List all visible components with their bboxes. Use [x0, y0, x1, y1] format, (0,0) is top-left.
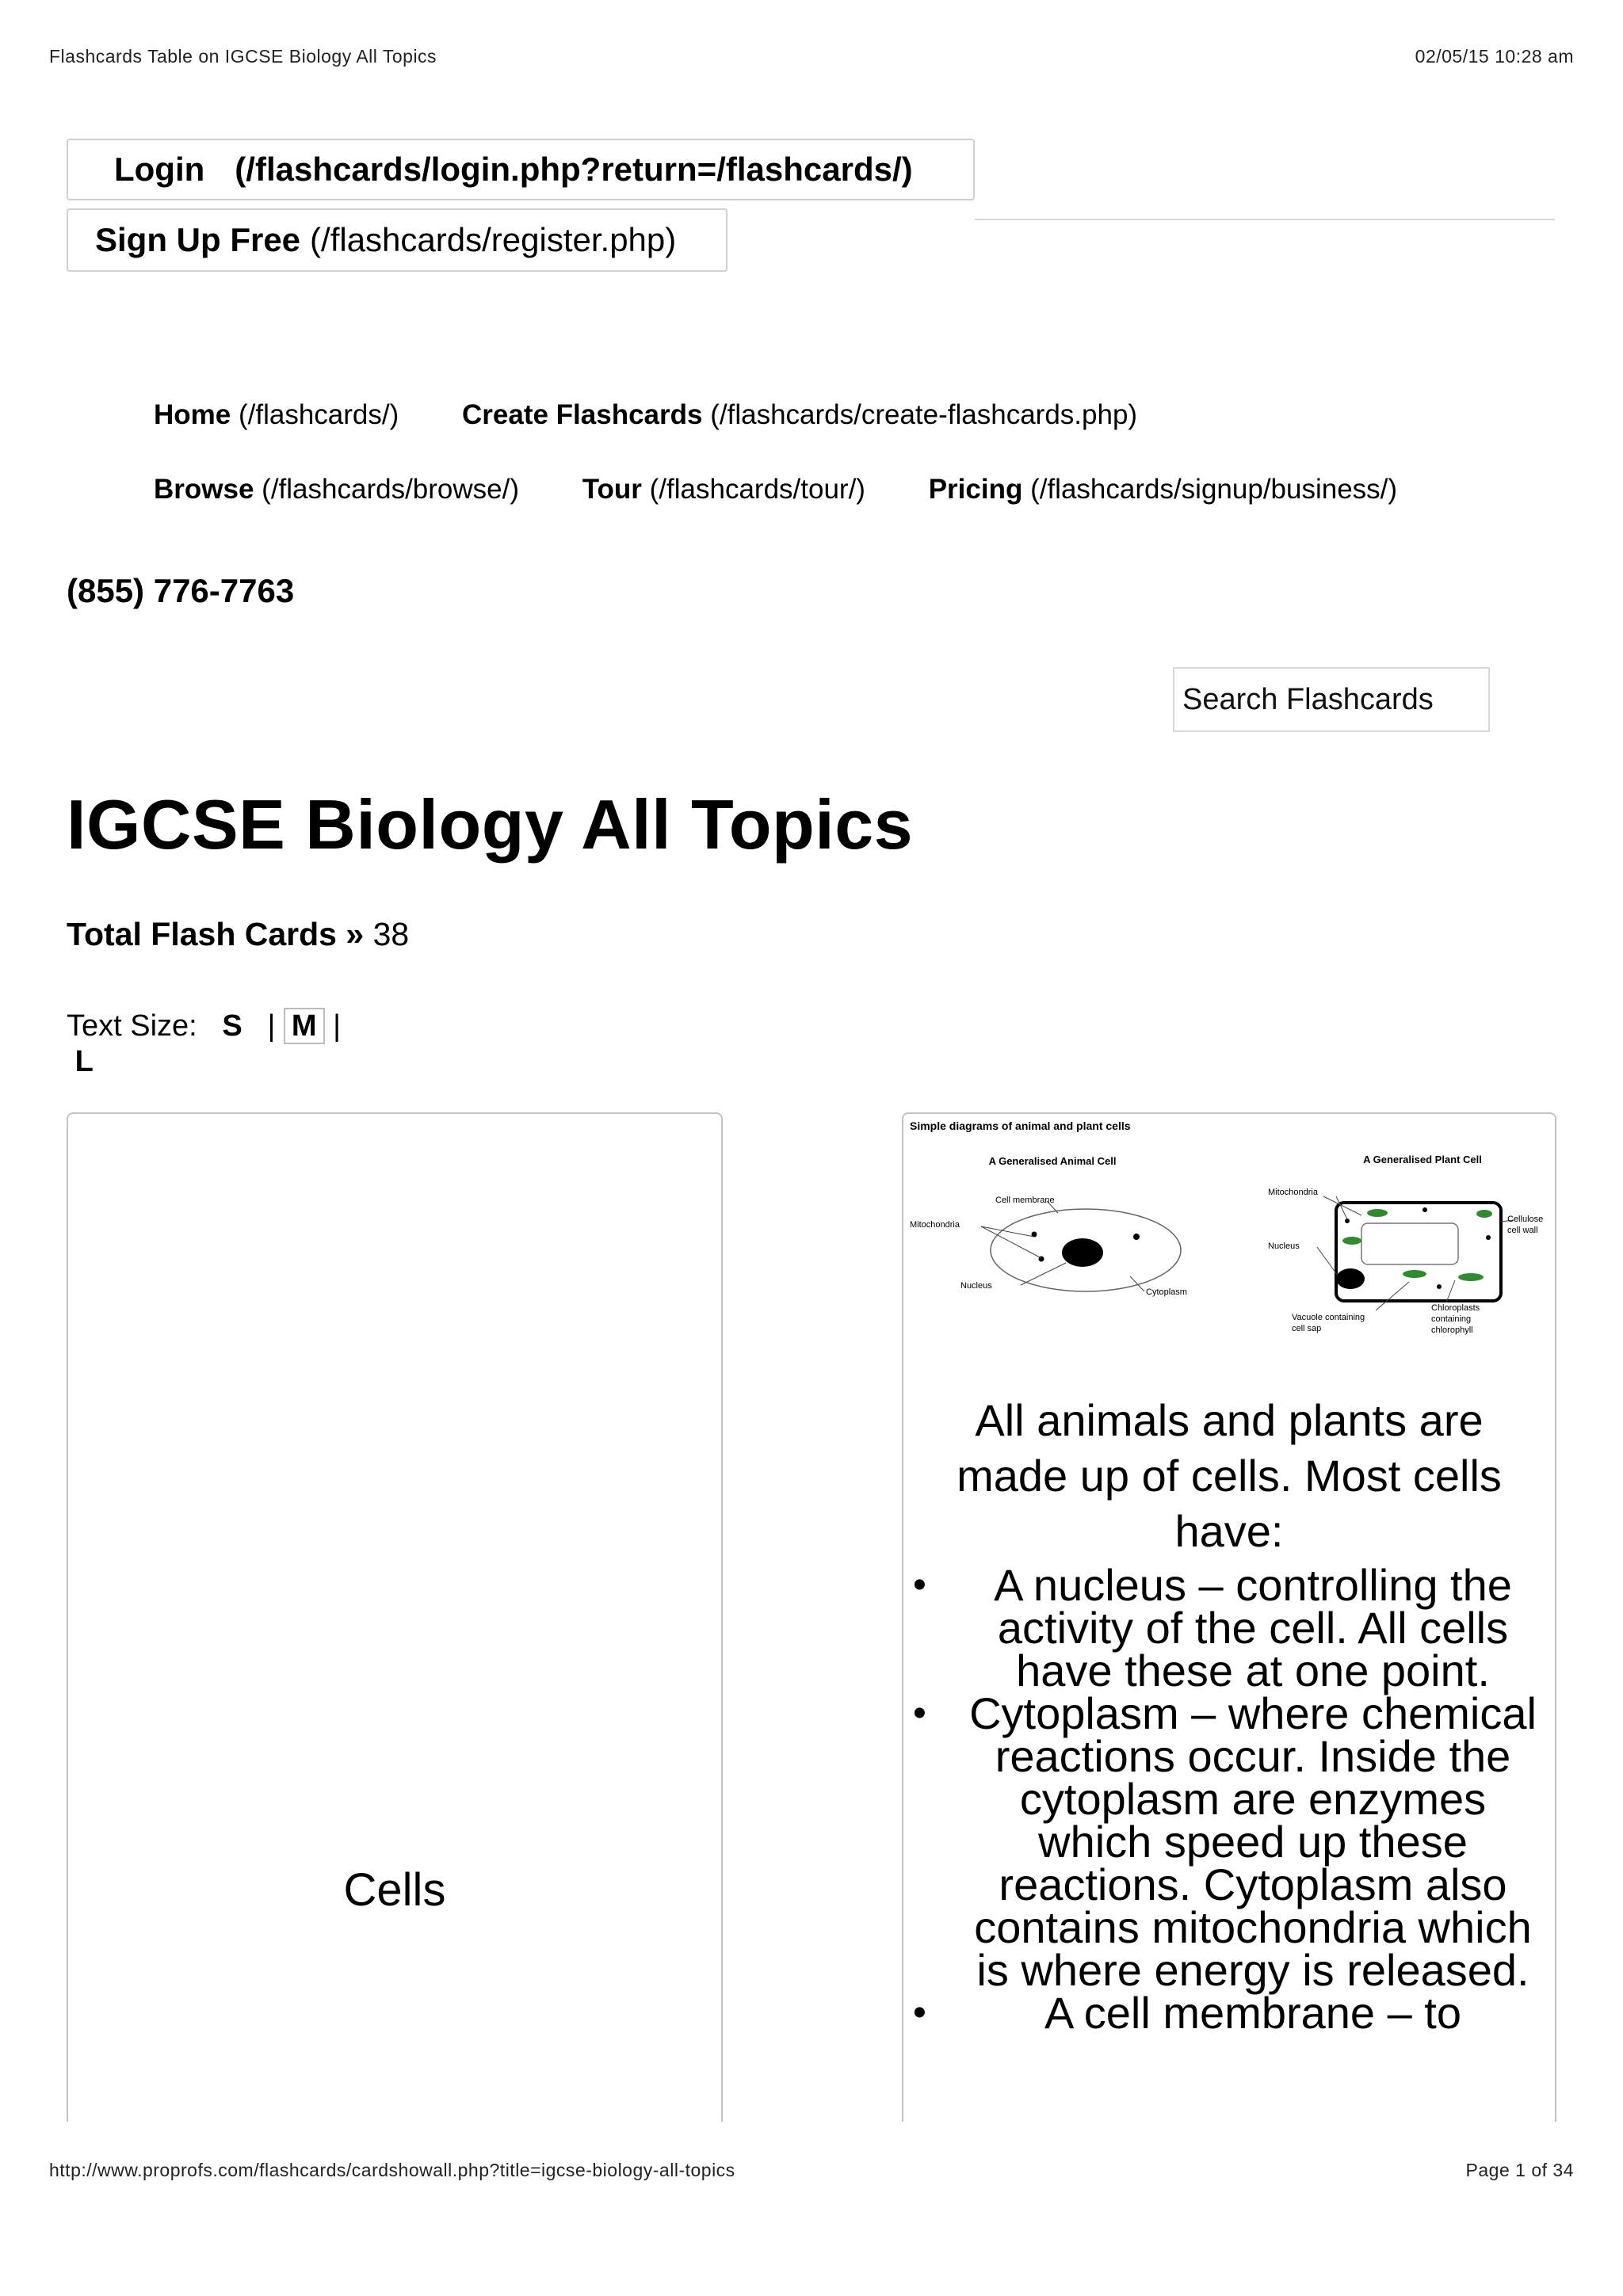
login-url: (/flashcards/login.php?return=/flashcards/) — [235, 151, 913, 188]
phone-number[interactable]: (855) 776-7763 — [67, 572, 295, 609]
label-mitochondria-plant: Mitochondria — [1268, 1188, 1318, 1197]
text-size-s[interactable]: S — [222, 1009, 242, 1043]
signup-button[interactable] — [67, 208, 727, 272]
nav-item-tour[interactable]: Tour (/flashcards/tour/) — [582, 474, 865, 505]
label-nucleus-animal: Nucleus — [960, 1281, 992, 1291]
login-button[interactable] — [67, 139, 975, 200]
print-header-title: Flashcards Table on IGCSE Biology All Topics — [49, 46, 437, 67]
label-cell-membrane: Cell membrane — [995, 1196, 1055, 1205]
text-size-label: Text Size: — [67, 1009, 197, 1043]
page-title: IGCSE Biology All Topics — [67, 785, 914, 864]
main-nav-row-2 — [154, 474, 1541, 505]
label-chloroplasts-3: chlorophyll — [1431, 1325, 1473, 1335]
flashcard-front[interactable] — [67, 1112, 723, 2122]
text-size-separator: | — [333, 1009, 341, 1043]
label-vacuole: Vacuole containing — [1292, 1313, 1365, 1322]
bullet-item: • A cell membrane – to — [913, 1988, 1462, 2038]
search-placeholder: Search Flashcards — [1182, 682, 1434, 716]
signup-url: (/flashcards/register.php) — [310, 221, 677, 258]
nav-item-create-flashcards[interactable]: Create Flashcards (/flashcards/create-flashcards.php) — [462, 399, 1138, 430]
cell-diagram — [903, 1114, 1556, 1344]
text-size-control — [67, 1008, 368, 1079]
plant-cell-title: A Generalised Plant Cell — [1363, 1154, 1482, 1165]
card-back-intro: All animals and plants are made up of cells. Most cells have: — [957, 1395, 1502, 1556]
bullet-item: • Cytoplasm – where chemical reactions occur. Inside the cytoplasm are enzymes which speed up these reactions. Cytoplasm also contains mitochondria which is where energy is released. — [913, 1688, 1537, 1995]
login-label: Login — [114, 151, 205, 188]
nav-item-home[interactable]: Home (/flashcards/) — [154, 399, 399, 430]
label-cytoplasm: Cytoplasm — [1146, 1287, 1187, 1297]
label-chloroplasts-2: containing — [1431, 1314, 1472, 1324]
flashcard-back[interactable] — [902, 1112, 1556, 2122]
text-size-separator: | — [267, 1009, 276, 1043]
text-size-m[interactable]: M — [284, 1008, 325, 1044]
animal-cell — [910, 1196, 1187, 1297]
total-label: Total Flash Cards » — [67, 916, 365, 952]
card-back-bullets — [903, 1560, 1555, 2038]
label-vacuole-2: cell sap — [1292, 1324, 1322, 1333]
nav-item-pricing[interactable]: Pricing (/flashcards/signup/business/) — [928, 474, 1398, 505]
label-cellulose: Cellulose — [1507, 1215, 1544, 1224]
card-front-text: Cells — [343, 1864, 446, 1916]
label-mitochondria-animal: Mitochondria — [910, 1220, 960, 1230]
nav-item-browse[interactable]: Browse (/flashcards/browse/) — [154, 474, 519, 505]
signup-label: Sign Up Free — [95, 221, 301, 258]
total-flash-cards — [67, 916, 409, 953]
label-cellulose-2: cell wall — [1507, 1226, 1538, 1235]
print-footer-url: http://www.proprofs.com/flashcards/cardshowall.php?title=igcse-biology-all-topics — [49, 2160, 735, 2180]
print-footer-page: Page 1 of 34 — [1465, 2160, 1574, 2180]
plant-cell — [1268, 1188, 1543, 1335]
print-header-datetime: 02/05/15 10:28 am — [1415, 46, 1574, 67]
search-input[interactable] — [1173, 667, 1490, 732]
label-chloroplasts: Chloroplasts — [1431, 1303, 1480, 1313]
main-nav — [154, 399, 1501, 431]
bullet-item: • A nucleus – controlling the activity of the cell. All cells have these at one point. — [913, 1560, 1512, 1695]
text-size-l[interactable]: L — [74, 1045, 94, 1078]
total-count: 38 — [372, 916, 410, 952]
label-nucleus-plant: Nucleus — [1268, 1241, 1300, 1251]
animal-cell-title: A Generalised Animal Cell — [988, 1155, 1117, 1167]
header-divider — [975, 219, 1555, 220]
diagram-heading: Simple diagrams of animal and plant cells — [910, 1119, 1131, 1132]
